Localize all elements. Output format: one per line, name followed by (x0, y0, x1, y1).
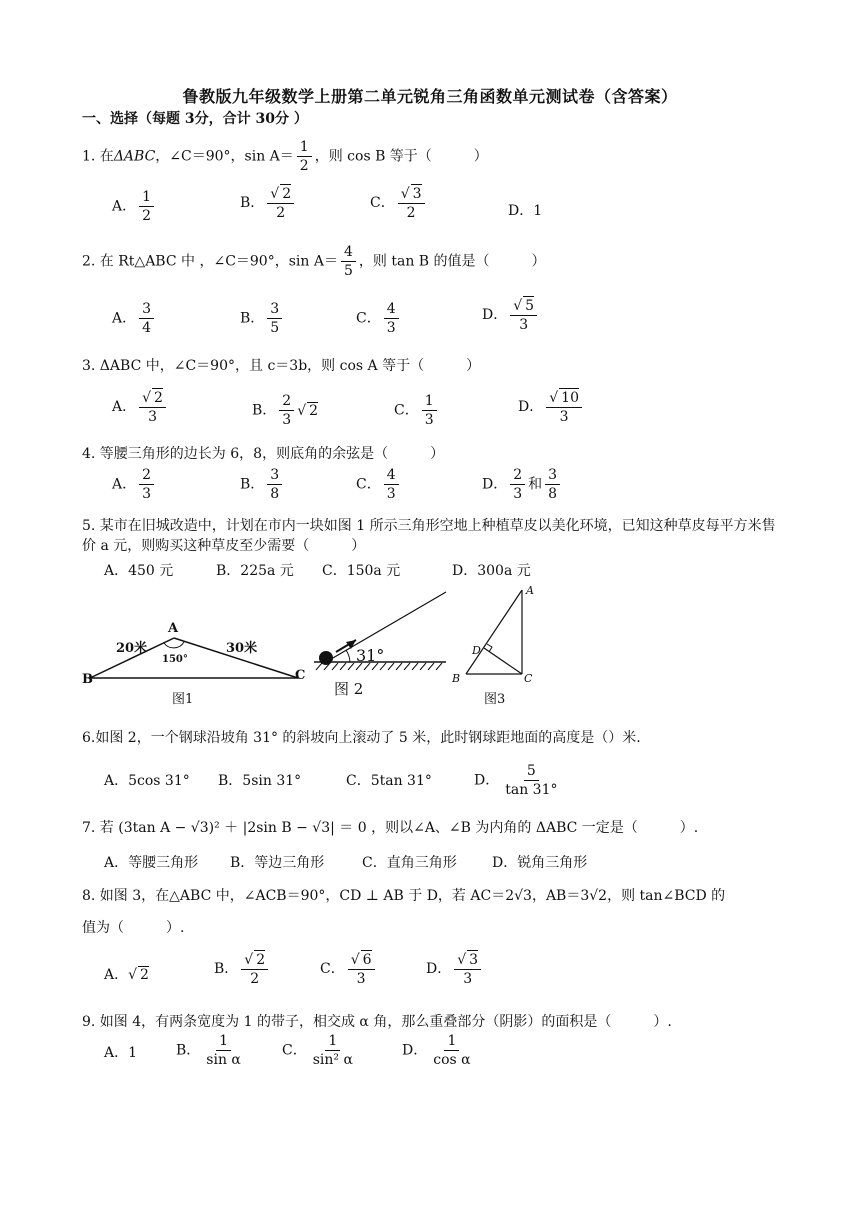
q7-option-b: B．等边三角形 (230, 855, 325, 871)
page-title: 鲁教版九年级数学上册第二单元锐角三角函数单元测试卷（含答案） (182, 87, 678, 106)
fig1-caption: 图1 (172, 692, 194, 707)
fig1-vertex-a: A (168, 621, 179, 636)
q1-option-a: A． $\frac{1}{2}$ (112, 188, 157, 225)
fig3-vertex-a: A (526, 584, 534, 597)
q6-option-d: D． $\frac{5}{\tan 31^\circ}$ (474, 763, 558, 798)
question-7: 7. 若 (3tan A − √3)² ＋ |2sin B − √3| ＝ 0 ，则以∠A、∠B 为内角的 ΔABC 一定是（ ）. (82, 820, 699, 836)
q3-option-c: C． $\frac{1}{3}$ (394, 392, 440, 429)
q6-option-a: A．5cos 31° (104, 773, 190, 789)
q9-option-d: D． $\frac{1}{\text{cos α}}$ (402, 1033, 471, 1068)
q4-option-d: D． $\frac{2}{3}$ 和 $\frac{3}{8}$ (482, 466, 563, 503)
fig3-vertex-b: B (452, 672, 461, 685)
question-9: 9. 如图 4，有两条宽度为 1 的带子，相交成 α 角，那么重叠部分（阴影）的面积是（ ）. (82, 1014, 672, 1030)
q9-option-c: C． $\frac{1}{\text{sin² α}}$ (282, 1033, 353, 1068)
q1-option-b: B． $\frac{√ 2}{2}$ (240, 184, 297, 222)
q4-option-a: A． $\frac{2}{3}$ (112, 466, 157, 503)
question-2: 2. 在 Rt△ABC 中 ，∠C＝90°，sin A＝ $\frac{4}{5}$ ，则 tan B 的值是（ ） (82, 244, 546, 279)
fig2-caption: 图 2 (334, 680, 364, 698)
fraction: $\frac{1}{2}$ (297, 138, 312, 175)
q7-option-a: A．等腰三角形 (104, 855, 199, 871)
question-6: 6.如图 2，一个钢球沿坡角 31° 的斜坡向上滚动了 5 米，此时钢球距地面的高度是（）米. (82, 730, 641, 746)
q4-option-c: C． $\frac{4}{3}$ (356, 466, 402, 503)
fig1-right-length: 30米 (226, 641, 258, 656)
q8-option-a: A．√ 2 (104, 967, 149, 983)
q9-option-b: B． $\frac{1}{\text{sin α}}$ (176, 1033, 241, 1068)
q3-option-d: D． $\frac{√ 10}{3}$ (518, 388, 585, 426)
figure-1-triangle (80, 618, 310, 698)
fig3-caption: 图3 (484, 692, 506, 707)
q2-option-a: A． $\frac{3}{4}$ (112, 300, 157, 337)
fig2-angle: 31° (356, 646, 385, 665)
question-8-line-2: 值为（ ）. (82, 920, 185, 936)
q8-option-d: D． $\frac{√ 3}{3}$ (426, 950, 484, 988)
question-4: 4. 等腰三角形的边长为 6，8，则底角的余弦是（ ） (82, 446, 445, 462)
q5-option-b: B．225a 元 (216, 563, 294, 579)
q7-option-d: D．锐角三角形 (492, 855, 588, 871)
q1-option-d: D．1 (508, 203, 543, 219)
q2-option-b: B． $\frac{3}{5}$ (240, 300, 285, 337)
q7-option-c: C．直角三角形 (362, 855, 457, 871)
fig1-vertex-b: B (82, 672, 93, 687)
q6-option-b: B．5sin 31° (218, 773, 302, 789)
section-heading: 一、选择（每题 3分，合计 30分 ） (82, 111, 308, 127)
fig1-left-length: 20米 (116, 641, 148, 656)
fig1-angle: 150° (162, 654, 188, 665)
question-1: 1. 在ΔABC，∠C＝90°，sin A＝ $\frac{1}{2}$ ，则 cos B 等于（ ） (82, 139, 488, 174)
q8-option-c: C． $\frac{√ 6}{3}$ (320, 950, 378, 988)
q4-option-b: B． $\frac{3}{8}$ (240, 466, 285, 503)
question-5: 5. 某市在旧城改造中，计划在市内一块如图 1 所示三角形空地上种植草皮以美化环境，已知这种草皮每平方米售价 a 元，则购买这种草皮至少需要（ ） (82, 518, 776, 554)
q1-option-c: C． $\frac{√ 3}{2}$ (370, 184, 428, 222)
q3-option-b: B． $\frac{2}{3}$ √ 2 (252, 393, 319, 428)
q5-option-c: C．150a 元 (322, 563, 401, 579)
q9-option-a: A．1 (104, 1045, 138, 1061)
q5-option-d: D．300a 元 (452, 563, 531, 579)
q2-option-c: C． $\frac{4}{3}$ (356, 300, 402, 337)
q8-option-b: B． $\frac{√ 2}{2}$ (214, 950, 271, 988)
q2-option-d: D． $\frac{√ 5}{3}$ (482, 296, 540, 334)
q3-option-a: A． $\frac{√ 2}{3}$ (112, 388, 169, 426)
q5-option-a: A．450 元 (104, 563, 174, 579)
question-3: 3. ΔABC 中，∠C＝90°，且 c＝3b，则 cos A 等于（ ） (82, 358, 481, 374)
question-8-line-1: 8. 如图 3，在△ABC 中，∠ACB＝90°，CD ⊥ AB 于 D，若 AC＝2√3，AB＝3√2，则 tan∠BCD 的 (82, 888, 726, 904)
q6-option-c: C．5tan 31° (346, 773, 432, 789)
figure-3-right-triangle (452, 584, 542, 684)
fig1-vertex-c: C (295, 668, 306, 683)
fig3-vertex-d: D (472, 644, 481, 657)
fig3-vertex-c: C (524, 672, 533, 685)
